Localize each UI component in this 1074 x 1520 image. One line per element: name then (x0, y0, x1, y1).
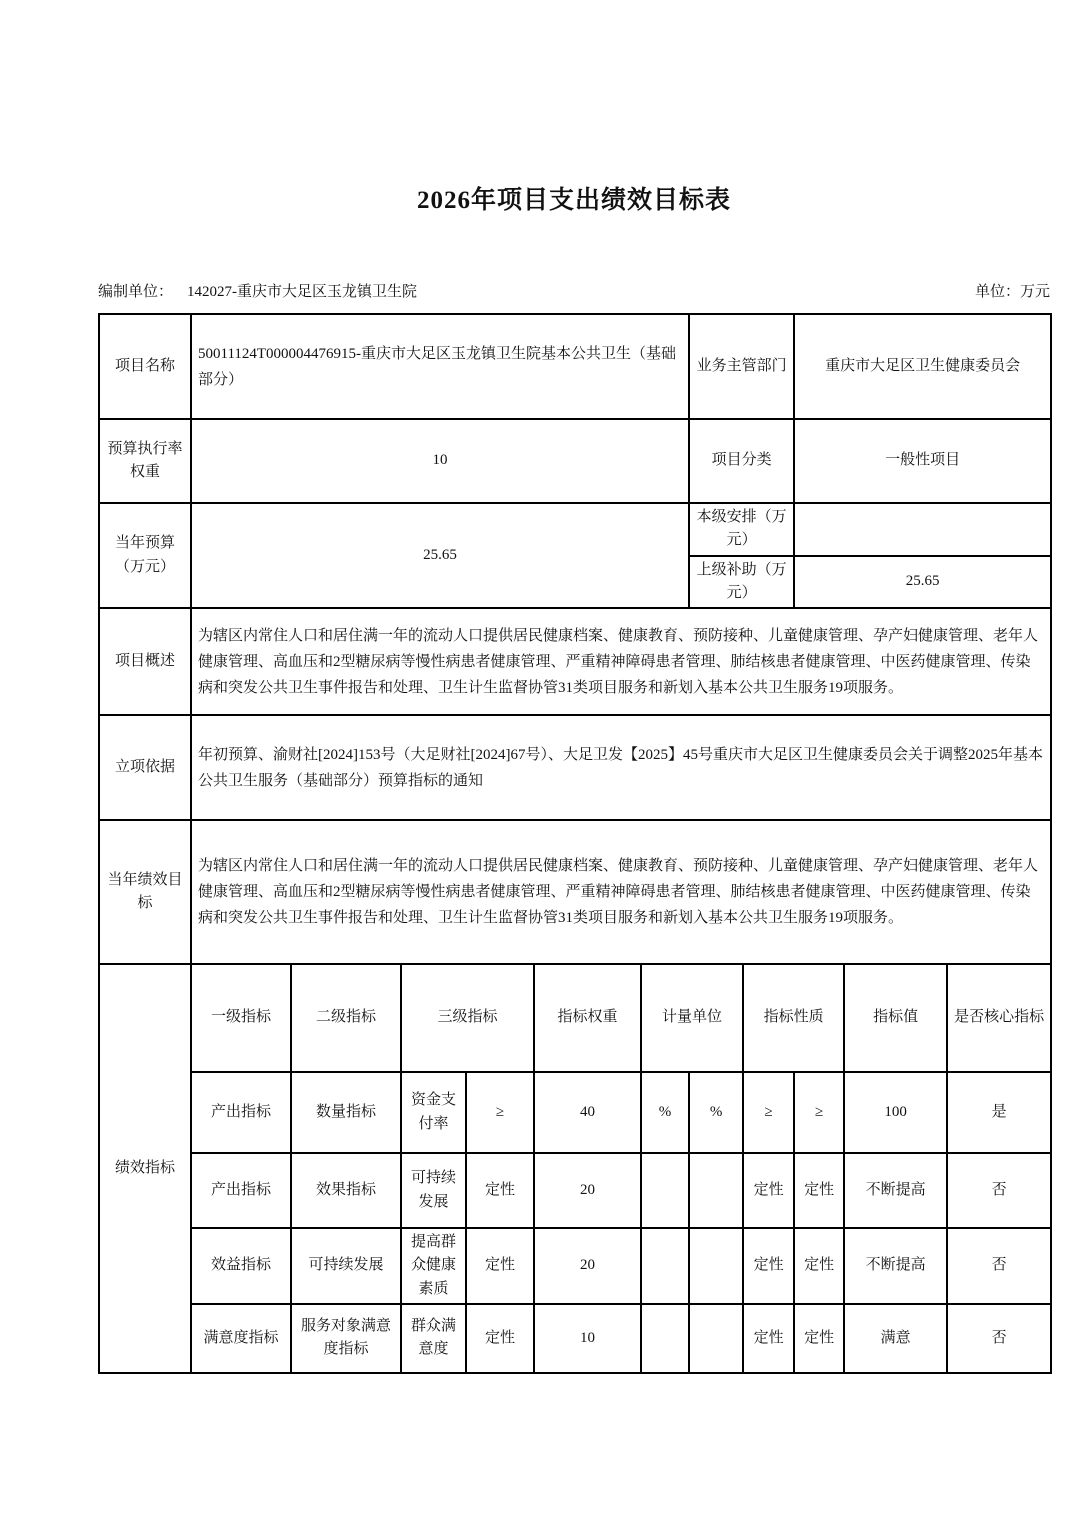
indicator-weight: 20 (534, 1228, 641, 1304)
header-l2: 二级指标 (291, 964, 401, 1072)
indicator-nature-a: 定性 (743, 1228, 794, 1304)
dept-label: 业务主管部门 (689, 314, 794, 419)
indicator-l3: 群众满意度 (401, 1304, 466, 1373)
indicator-unit-b (689, 1153, 743, 1228)
basis-text: 年初预算、渝财社[2024]153号（大足财社[2024]67号）、大足卫发【2025】45号重庆市大足区卫生健康委员会关于调整2025年基本公共卫生服务（基础部分）预算指标的通知 (191, 715, 1051, 820)
overview-label: 项目概述 (99, 608, 191, 715)
header-core: 是否核心指标 (947, 964, 1051, 1072)
annual-goal-text: 为辖区内常住人口和居住满一年的流动人口提供居民健康档案、健康教育、预防接种、儿童健康管理、孕产妇健康管理、老年人健康管理、高血压和2型糖尿病等慢性病患者健康管理、严重精神障碍患者管理、肺结核患者健康管理、中医药健康管理、传染病和突发公共卫生事件报告和处理、卫生计生监督协管31类项目服务和新划入基本公共卫生服务19项服务。 (191, 820, 1051, 964)
dept-value: 重庆市大足区卫生健康委员会 (794, 314, 1051, 419)
indicator-l2: 服务对象满意度指标 (291, 1304, 401, 1373)
overview-text: 为辖区内常住人口和居住满一年的流动人口提供居民健康档案、健康教育、预防接种、儿童健康管理、孕产妇健康管理、老年人健康管理、高血压和2型糖尿病等慢性病患者健康管理、严重精神障碍患者管理、肺结核患者健康管理、中医药健康管理、传染病和突发公共卫生事件报告和处理、卫生计生监督协管31类项目服务和新划入基本公共卫生服务19项服务。 (191, 608, 1051, 715)
row-budget-a (99, 503, 1051, 556)
indicator-nature-b: 定性 (794, 1304, 844, 1373)
indicator-value: 不断提高 (844, 1153, 947, 1228)
superior-subsidy-value: 25.65 (794, 556, 1051, 609)
indicator-unit-a: % (641, 1072, 689, 1153)
indicator-l2: 数量指标 (291, 1072, 401, 1153)
indicator-weight: 10 (534, 1304, 641, 1373)
indicator-value: 100 (844, 1072, 947, 1153)
header-unit: 计量单位 (641, 964, 743, 1072)
indicator-unit-a (641, 1228, 689, 1304)
category-value: 一般性项目 (794, 419, 1051, 503)
indicator-unit-a (641, 1153, 689, 1228)
row-exec-rate (99, 419, 1051, 503)
indicator-nature-a: 定性 (743, 1304, 794, 1373)
indicator-unit-b: % (689, 1072, 743, 1153)
indicator-row (99, 1228, 1051, 1304)
indicator-nature-a: 定性 (743, 1153, 794, 1228)
indicator-l2: 效果指标 (291, 1153, 401, 1228)
indicator-section-label: 绩效指标 (99, 964, 191, 1373)
indicator-l3-qualifier: 定性 (466, 1304, 534, 1373)
row-overview (99, 608, 1051, 715)
indicator-header-row (99, 964, 1051, 1072)
local-arrangement-label: 本级安排（万元） (689, 503, 794, 556)
indicator-row (99, 1153, 1051, 1228)
row-project-name (99, 314, 1051, 419)
indicator-weight: 20 (534, 1153, 641, 1228)
indicator-core: 否 (947, 1153, 1051, 1228)
category-label: 项目分类 (689, 419, 794, 503)
unit-note: 单位：万元 (974, 284, 1050, 300)
indicator-unit-b (689, 1304, 743, 1373)
row-annual-goal (99, 820, 1051, 964)
header-l1: 一级指标 (191, 964, 291, 1072)
exec-rate-value: 10 (191, 419, 689, 503)
basis-label: 立项依据 (99, 715, 191, 820)
indicator-core: 否 (947, 1228, 1051, 1304)
local-arrangement-value (794, 503, 1051, 556)
indicator-l1: 效益指标 (191, 1228, 291, 1304)
indicator-nature-b: 定性 (794, 1153, 844, 1228)
prepared-by-label: 编制单位： (98, 284, 174, 300)
indicator-l1: 产出指标 (191, 1072, 291, 1153)
header-value: 指标值 (844, 964, 947, 1072)
indicator-l3-qualifier: ≥ (466, 1072, 534, 1153)
header-nature: 指标性质 (743, 964, 844, 1072)
indicator-l1: 满意度指标 (191, 1304, 291, 1373)
indicator-value: 满意 (844, 1304, 947, 1373)
indicator-row (99, 1304, 1051, 1373)
prepared-by-value: 142027-重庆市大足区玉龙镇卫生院 (187, 284, 418, 300)
indicator-unit-b (689, 1228, 743, 1304)
indicator-l3: 资金支付率 (401, 1072, 466, 1153)
annual-goal-label: 当年绩效目标 (99, 820, 191, 964)
header-l3: 三级指标 (401, 964, 534, 1072)
indicator-core: 否 (947, 1304, 1051, 1373)
indicator-l3: 提高群众健康素质 (401, 1228, 466, 1304)
performance-target-table (98, 313, 1052, 1374)
budget-value: 25.65 (191, 503, 689, 608)
header-weight: 指标权重 (534, 964, 641, 1072)
indicator-nature-b: ≥ (794, 1072, 844, 1153)
indicator-nature-a: ≥ (743, 1072, 794, 1153)
meta-row (98, 280, 1050, 301)
exec-rate-label: 预算执行率权重 (99, 419, 191, 503)
indicator-value: 不断提高 (844, 1228, 947, 1304)
row-basis (99, 715, 1051, 820)
indicator-l2: 可持续发展 (291, 1228, 401, 1304)
project-name-value: 50011124T000004476915-重庆市大足区玉龙镇卫生院基本公共卫生（基础部分） (191, 314, 689, 419)
indicator-nature-b: 定性 (794, 1228, 844, 1304)
indicator-l3-qualifier: 定性 (466, 1153, 534, 1228)
indicator-l1: 产出指标 (191, 1153, 291, 1228)
superior-subsidy-label: 上级补助（万元） (689, 556, 794, 609)
page-title: 2026年项目支出绩效目标表 (416, 187, 731, 214)
indicator-l3: 可持续发展 (401, 1153, 466, 1228)
indicator-row (99, 1072, 1051, 1153)
budget-label: 当年预算（万元） (99, 503, 191, 608)
indicator-weight: 40 (534, 1072, 641, 1153)
prepared-by (98, 280, 417, 301)
indicator-core: 是 (947, 1072, 1051, 1153)
indicator-unit-a (641, 1304, 689, 1373)
indicator-l3-qualifier: 定性 (466, 1228, 534, 1304)
project-name-label: 项目名称 (99, 314, 191, 419)
